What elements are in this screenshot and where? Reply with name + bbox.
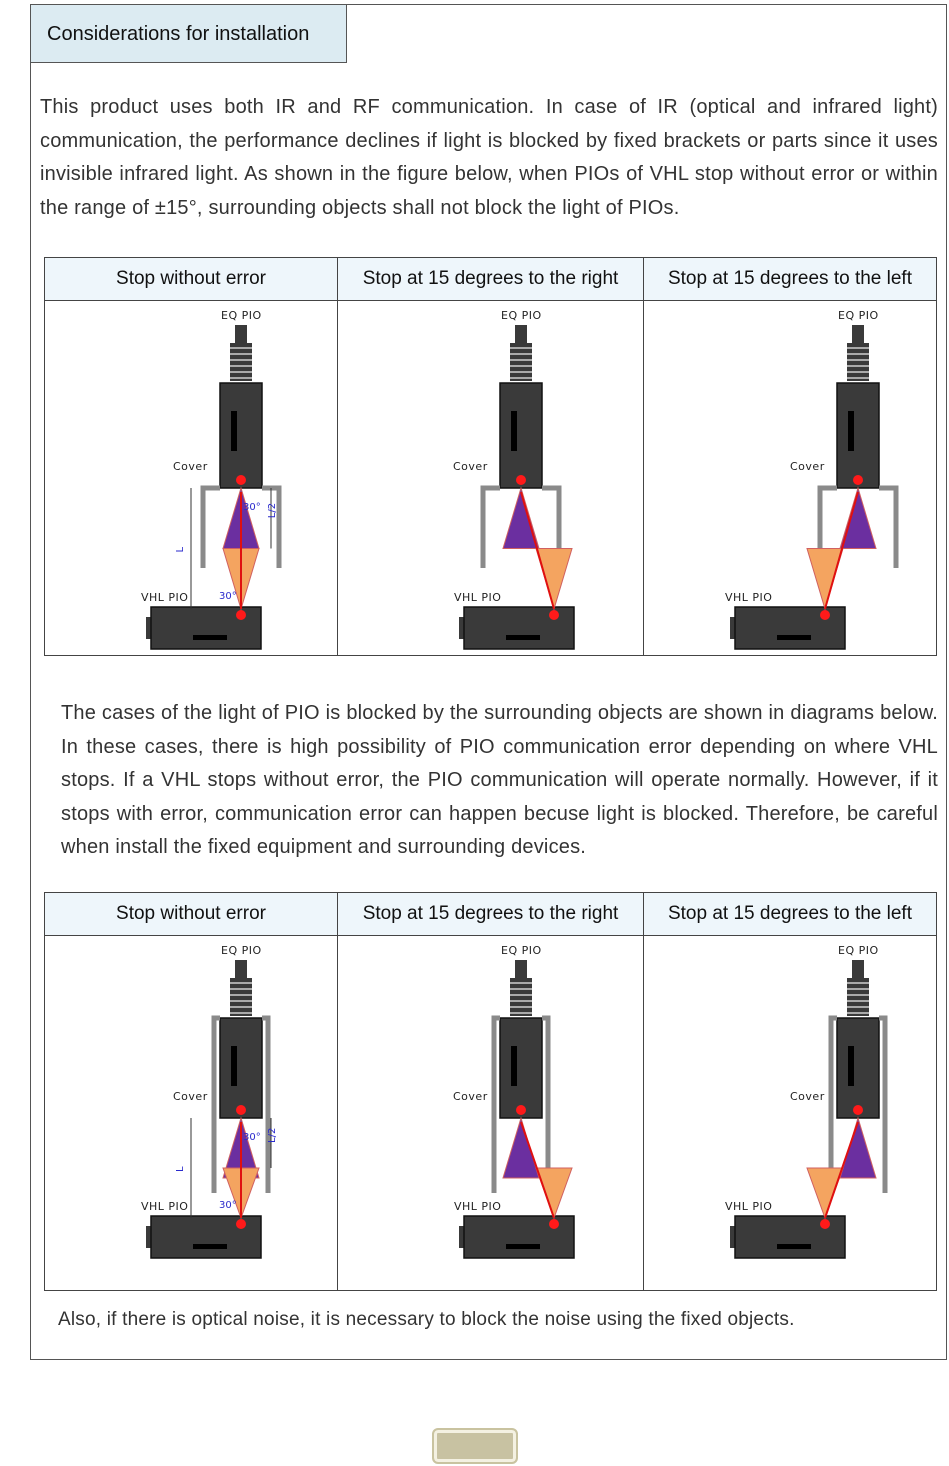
eq-sensor-led	[853, 1105, 863, 1115]
pio-diagram-right-blocked	[338, 936, 643, 1264]
header-stop-15-right: Stop at 15 degrees to the right	[338, 893, 644, 936]
vhl-sensor-led	[820, 1219, 830, 1229]
vhl-pio-label: VHL PIO	[725, 591, 773, 604]
vhl-sensor-led	[236, 1219, 246, 1229]
optical-noise-paragraph: Also, if there is optical noise, it is necessary to block the noise using the fixed objects.	[58, 1309, 795, 1330]
cover-right	[879, 1018, 885, 1193]
pio-diagram-straight	[45, 301, 337, 655]
eq-sensor-led	[516, 1105, 526, 1115]
cover-label: Cover	[453, 1090, 488, 1103]
cover-left	[203, 488, 220, 568]
pio-diagram-right	[338, 301, 643, 655]
eq-connector-tip	[852, 960, 864, 978]
eq-beam-cone	[840, 1118, 876, 1178]
blocked-light-paragraph: The cases of the light of PIO is blocked by the surrounding objects are shown in diagrams below. In these cases, there is high possibility of PIO communication error depending on where VHL stops. If a VHL stops without error, the PIO communication will operate normally. However, if it stops with error, communication error can happen becuse light is blocked. Therefore, be careful when install the fixed equipment and surrounding devices.	[61, 702, 938, 858]
angle-label: 30°	[243, 1132, 261, 1143]
eq-pio-body	[837, 383, 879, 488]
pio-diagram-straight-blocked	[45, 936, 337, 1264]
diagram-cell	[338, 936, 644, 1291]
half-length-label: L/2	[267, 1127, 278, 1143]
vhl-body-slot	[777, 1244, 811, 1249]
cover-left	[831, 1018, 837, 1193]
eq-pio-label: EQ PIO	[221, 944, 262, 957]
header-stop-15-left: Stop at 15 degrees to the left	[644, 893, 937, 936]
vhl-sensor-led	[549, 610, 559, 620]
diagram-cell	[45, 301, 338, 656]
eq-body-slot	[231, 411, 237, 451]
eq-beam-cone	[503, 1118, 539, 1178]
cover-left	[214, 1018, 220, 1193]
pio-diagram-left	[644, 301, 936, 655]
vhl-pio-label: VHL PIO	[141, 1200, 189, 1213]
cover-right	[879, 488, 896, 568]
cover-right	[542, 1018, 548, 1193]
eq-connector-tip	[235, 325, 247, 343]
eq-body-slot	[511, 411, 517, 451]
page-number-badge	[432, 1428, 518, 1464]
half-length-label: L/2	[267, 502, 278, 519]
pio-diagram-left-blocked	[644, 936, 936, 1264]
correct-installation-table	[44, 257, 937, 656]
cover-left	[494, 1018, 500, 1193]
eq-pio-body	[220, 383, 262, 488]
length-label: L	[175, 546, 186, 553]
intro-paragraph: This product uses both IR and RF communication. In case of IR (optical and infrared light) communication, the performance declines if light is blocked by fixed brackets or parts since it uses invisible infrared light. As shown in the figure below, when PIOs of VHL stop without error or within the range of ±15°, surrounding objects shall not block the light of PIOs.	[40, 96, 938, 219]
blocked-installation-table	[44, 892, 937, 1291]
vhl-beam-cone	[807, 549, 843, 610]
cover-left	[483, 488, 500, 568]
header-stop-without-error: Stop without error	[45, 893, 338, 936]
eq-pio-body	[220, 1018, 262, 1118]
diagram-cell	[644, 301, 937, 656]
eq-body-slot	[511, 1046, 517, 1086]
diagram-cell	[338, 301, 644, 656]
eq-pio-label: EQ PIO	[501, 944, 542, 957]
eq-connector-tip	[235, 960, 247, 978]
diagram-cell	[644, 936, 937, 1291]
diagram-cell	[45, 936, 338, 1291]
vhl-body-slot	[777, 635, 811, 640]
header-stop-15-left: Stop at 15 degrees to the left	[644, 258, 937, 301]
eq-sensor-led	[853, 475, 863, 485]
vhl-sensor-led	[820, 610, 830, 620]
eq-connector-tip	[852, 325, 864, 343]
eq-sensor-led	[516, 475, 526, 485]
eq-body-slot	[848, 411, 854, 451]
cover-label: Cover	[790, 460, 825, 473]
vhl-beam-cone	[807, 1168, 843, 1218]
eq-connector-tip	[515, 325, 527, 343]
cover-label: Cover	[173, 460, 208, 473]
eq-body-slot	[231, 1046, 237, 1086]
angle-label: 30°	[219, 591, 237, 602]
eq-pio-label: EQ PIO	[838, 309, 879, 322]
vhl-body-slot	[193, 635, 227, 640]
vhl-beam-cone	[536, 1168, 572, 1218]
length-label: L	[175, 1166, 186, 1172]
cover-label: Cover	[173, 1090, 208, 1103]
angle-label: 30°	[219, 1200, 237, 1211]
eq-pio-label: EQ PIO	[501, 309, 542, 322]
vhl-pio-label: VHL PIO	[141, 591, 189, 604]
eq-connector-tip	[515, 960, 527, 978]
eq-pio-label: EQ PIO	[221, 309, 262, 322]
content-frame	[30, 4, 947, 1360]
eq-sensor-led	[236, 1105, 246, 1115]
vhl-sensor-led	[236, 610, 246, 620]
eq-pio-label: EQ PIO	[838, 944, 879, 957]
header-stop-without-error: Stop without error	[45, 258, 338, 301]
eq-body-slot	[848, 1046, 854, 1086]
vhl-beam-cone	[536, 549, 572, 610]
eq-sensor-led	[236, 475, 246, 485]
vhl-pio-label: VHL PIO	[454, 591, 502, 604]
cover-label: Cover	[790, 1090, 825, 1103]
angle-label: 30°	[243, 502, 261, 513]
vhl-body-slot	[506, 1244, 540, 1249]
eq-pio-body	[500, 383, 542, 488]
header-stop-15-right: Stop at 15 degrees to the right	[338, 258, 644, 301]
cover-label: Cover	[453, 460, 488, 473]
vhl-sensor-led	[549, 1219, 559, 1229]
eq-pio-body	[837, 1018, 879, 1118]
vhl-body-slot	[506, 635, 540, 640]
vhl-pio-label: VHL PIO	[725, 1200, 773, 1213]
eq-pio-body	[500, 1018, 542, 1118]
vhl-pio-label: VHL PIO	[454, 1200, 502, 1213]
vhl-body-slot	[193, 1244, 227, 1249]
cover-right	[262, 1018, 268, 1193]
section-title: Considerations for installation	[31, 5, 347, 63]
